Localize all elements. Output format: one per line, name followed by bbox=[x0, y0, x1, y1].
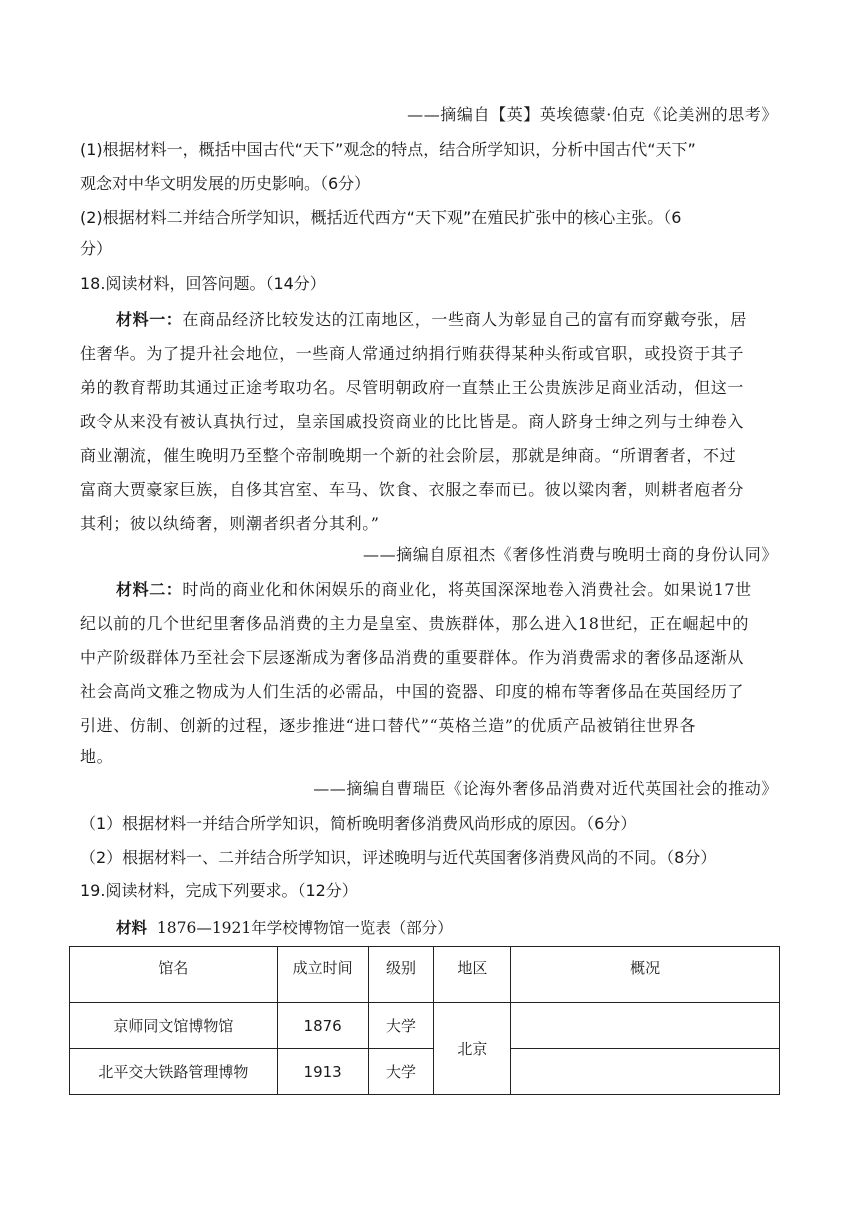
museum-table bbox=[69, 946, 780, 1095]
table-row bbox=[70, 1049, 780, 1095]
material-1-line-3: 弟的教育帮助其通过正途考取功名。尽管明朝政府一直禁止王公贵族涉足商业活动，但这一 bbox=[80, 378, 745, 397]
header-level: 级别 bbox=[368, 947, 434, 1003]
question-17-1-line-1: (1)根据材料一，概括中国古代“天下”观念的特点，结合所学知识，分析中国古代“天下” bbox=[80, 140, 696, 159]
material-2-line-6: 地。 bbox=[80, 747, 114, 766]
question-17-1-line-2: 观念对中华文明发展的历史影响。（6分） bbox=[80, 174, 371, 193]
cell-summary bbox=[511, 1049, 780, 1095]
cell-name: 北平交大铁路管理博物 bbox=[70, 1049, 278, 1095]
material-2-line-1: 材料二：时尚的商业化和休闲娱乐的商业化，将英国深深地卷入消费社会。如果说17世 bbox=[116, 580, 752, 599]
cell-region: 北京 bbox=[434, 1003, 511, 1095]
cell-level: 大学 bbox=[368, 1003, 434, 1049]
question-17-2-line-2: 分） bbox=[80, 239, 113, 258]
material-2-source: ——摘编自曹瑞臣《论海外奢侈品消费对近代英国社会的推动》 bbox=[313, 779, 778, 798]
question-18-title: 18.阅读材料，回答问题。（14分） bbox=[80, 274, 326, 293]
material-source: ——摘编自【英】英埃德蒙·伯克《论美洲的思考》 bbox=[407, 105, 778, 124]
header-name: 馆名 bbox=[70, 947, 278, 1003]
material-2-line-3: 中产阶级群体乃至社会下层逐渐成为奢侈品消费的重要群体。作为消费需求的奢侈品逐渐从 bbox=[80, 648, 745, 667]
cell-year: 1913 bbox=[277, 1049, 368, 1095]
material-1-line-2: 住奢华。为了提升社会地位，一些商人常通过纳捐行贿获得某种头衔或官职，或投资于其子 bbox=[80, 344, 745, 363]
material-2-label: 材料二： bbox=[116, 580, 183, 599]
cell-name: 京师同文馆博物馆 bbox=[70, 1003, 278, 1049]
material-2-line-4: 社会高尚文雅之物成为人们生活的必需品，中国的瓷器、印度的棉布等奢侈品在英国经历了 bbox=[80, 682, 745, 701]
cell-summary bbox=[511, 1003, 780, 1049]
question-17-2-line-1: (2)根据材料二并结合所学知识，概括近代西方“天下观”在殖民扩张中的核心主张。（6 bbox=[80, 208, 682, 227]
table-caption-label: 材料 bbox=[116, 919, 148, 937]
material-1-line-1: 材料一：在商品经济比较发达的江南地区，一些商人为彰显自己的富有而穿戴夸张，居 bbox=[116, 310, 747, 329]
material-1-label: 材料一： bbox=[116, 310, 183, 329]
material-2-line-2: 纪以前的几个世纪里奢侈品消费的主力是皇室、贵族群体，那么进入18世纪，正在崛起中的 bbox=[80, 614, 749, 633]
material-2-line-5: 引进、仿制、创新的过程，逐步推进“进口替代”“英格兰造”的优质产品被销往世界各 bbox=[80, 716, 697, 735]
header-summary: 概况 bbox=[511, 947, 780, 1003]
header-region: 地区 bbox=[434, 947, 511, 1003]
material-1-line-7: 其利；彼以纨绮奢，则潮者织者分其利。” bbox=[80, 514, 380, 533]
header-year: 成立时间 bbox=[277, 947, 368, 1003]
material-1-line-5: 商业潮流，催生晚明乃至整个帝制晚期一个新的社会阶层，那就是绅商。“所谓奢者，不过 bbox=[80, 446, 737, 465]
material-1-line-6: 富商大贾豪家巨族，自侈其宫室、车马、饮食、衣服之奉而已。彼以粱肉奢，则耕者庖者分 bbox=[80, 480, 745, 499]
table-header-row bbox=[70, 947, 780, 1003]
question-19-title: 19.阅读材料，完成下列要求。（12分） bbox=[80, 881, 358, 900]
question-18-2: （2）根据材料一、二并结合所学知识，评述晚明与近代英国奢侈消费风尚的不同。（8分） bbox=[80, 848, 717, 867]
material-1-line-4: 政令从来没有被认真执行过，皇亲国戚投资商业的比比皆是。商人跻身士绅之列与士绅卷入 bbox=[80, 412, 745, 431]
material-1-source: ——摘编自原祖杰《奢侈性消费与晚明士商的身份认同》 bbox=[362, 545, 778, 564]
cell-year: 1876 bbox=[277, 1003, 368, 1049]
table-caption: 材料 1876—1921年学校博物馆一览表（部分） bbox=[116, 919, 453, 937]
question-18-1: （1）根据材料一并结合所学知识，简析晚明奢侈消费风尚形成的原因。（6分） bbox=[80, 814, 637, 833]
table-row bbox=[70, 1003, 780, 1049]
cell-level: 大学 bbox=[368, 1049, 434, 1095]
